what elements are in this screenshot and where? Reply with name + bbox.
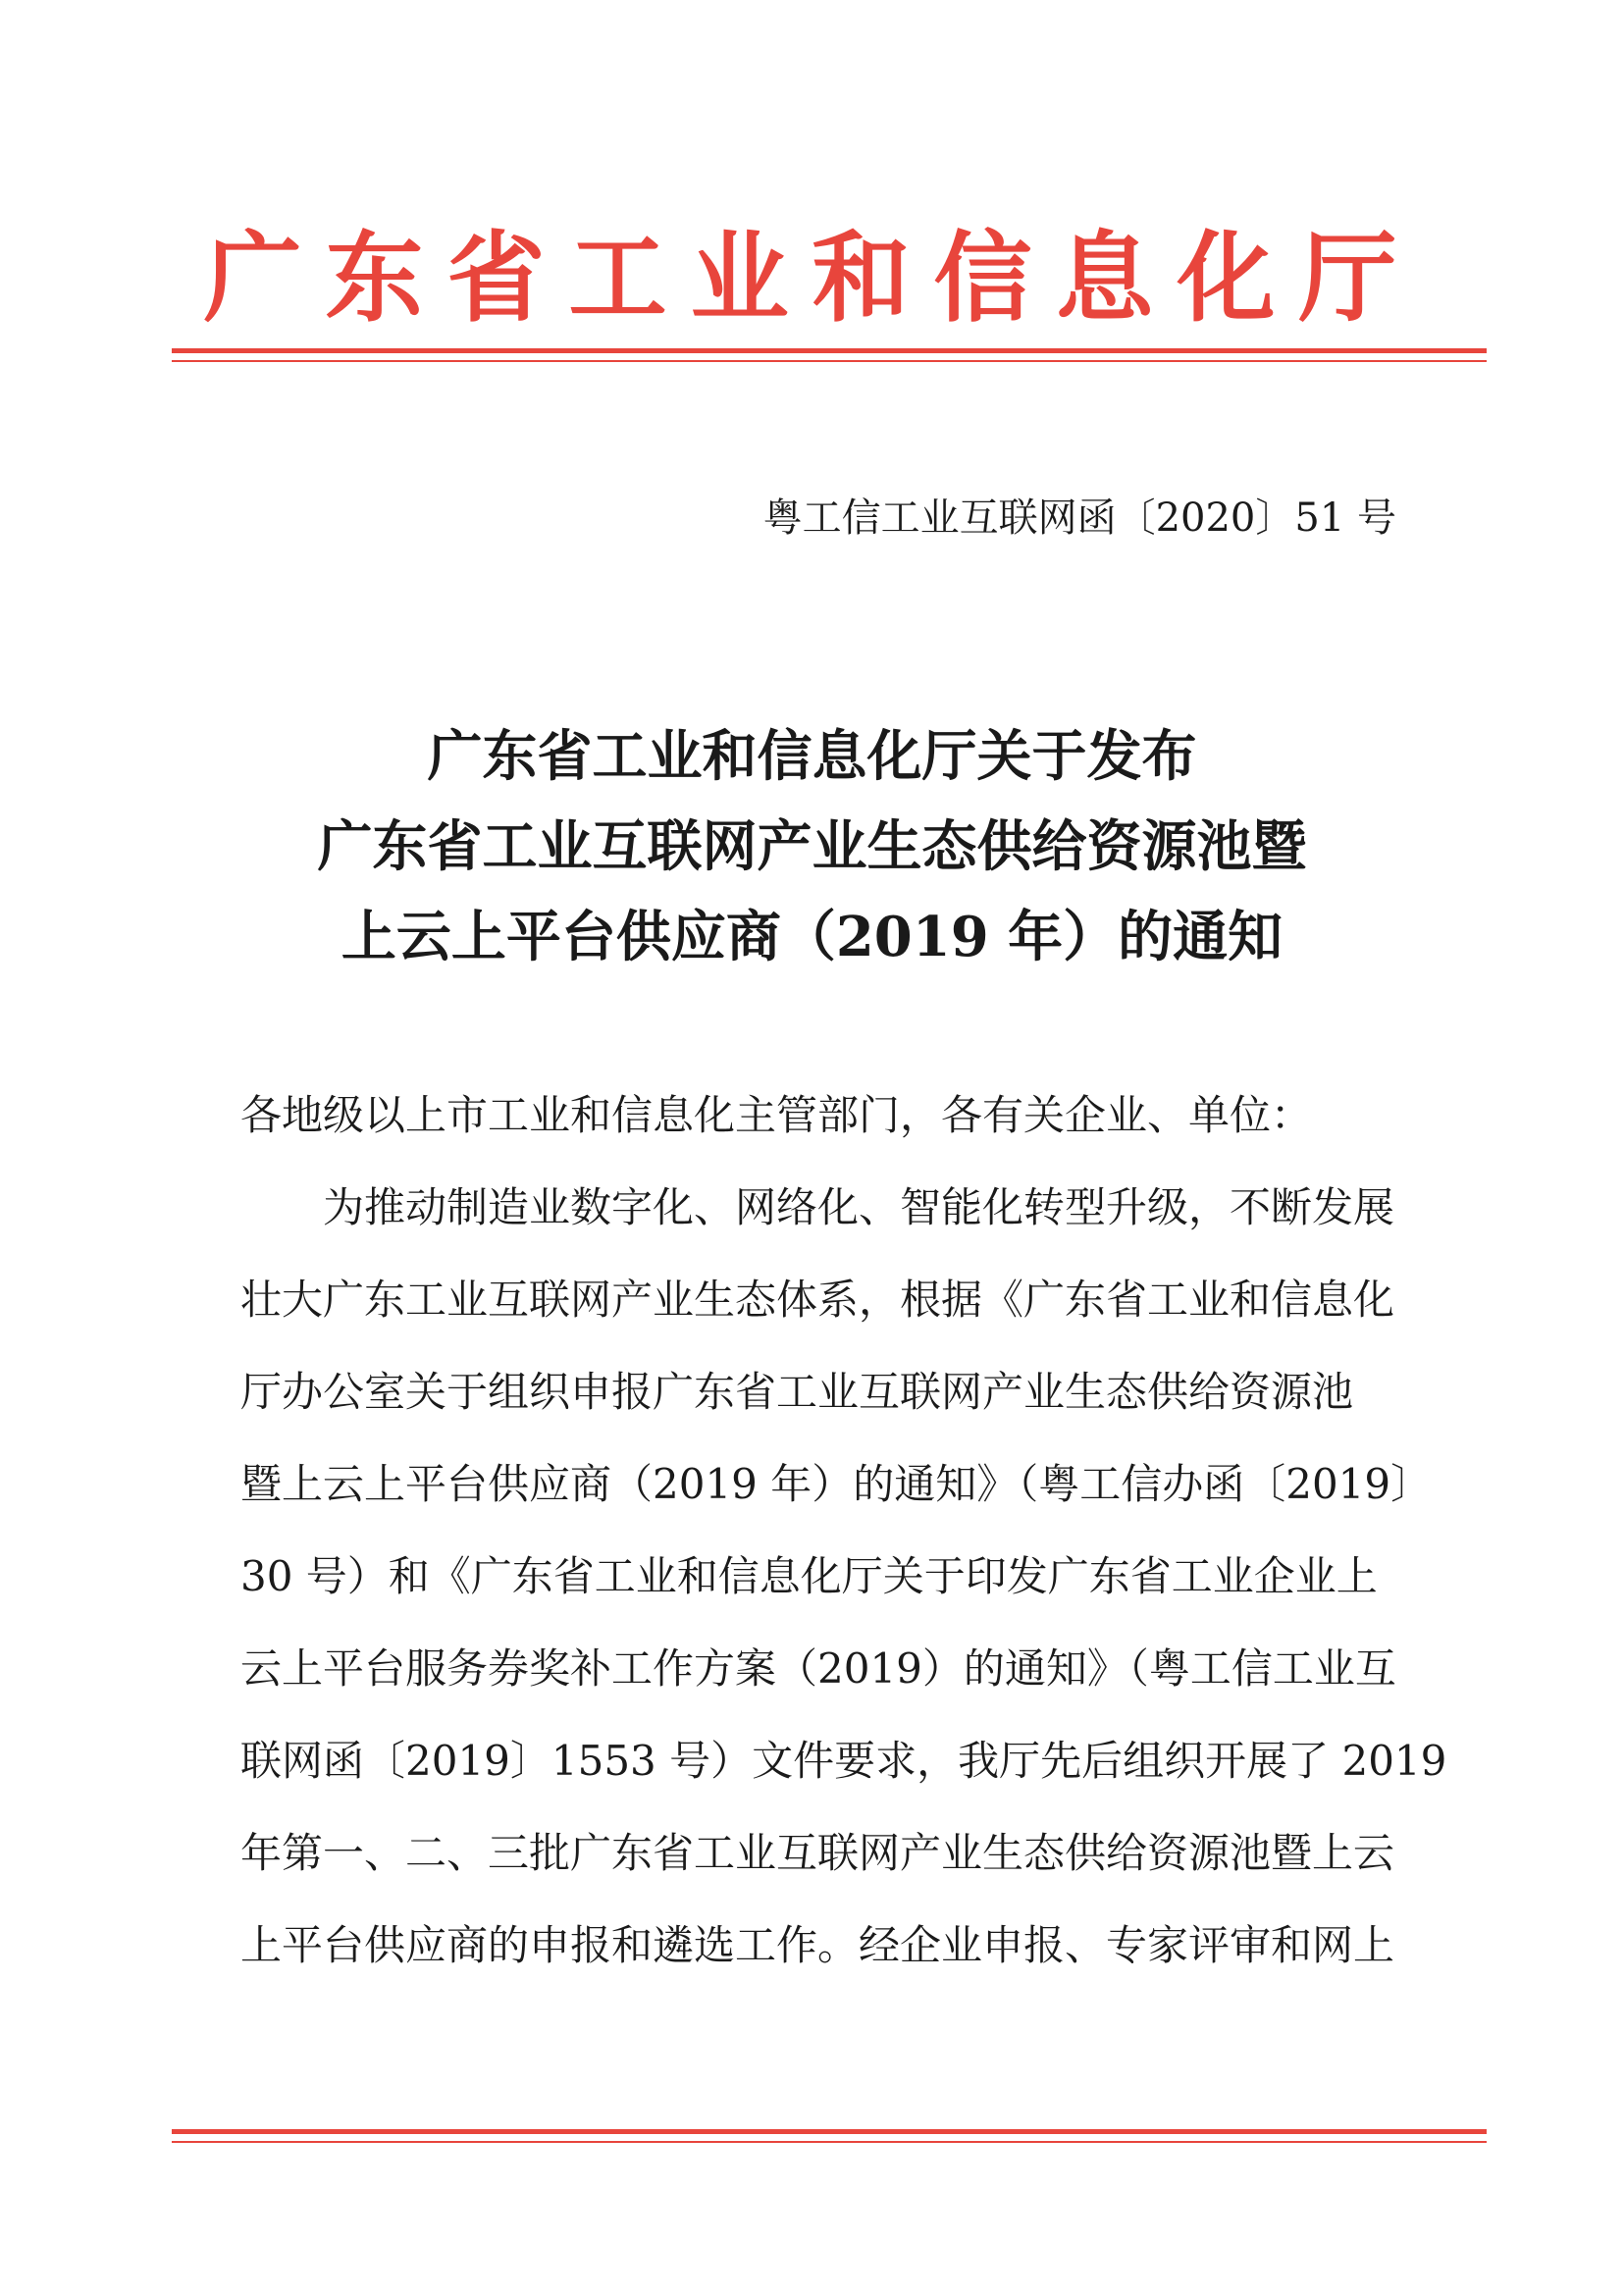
paragraph-line: 厅办公室关于组织申报广东省工业互联网产业生态供给资源池 [240, 1368, 1354, 1416]
title-line-3: 上云上平台供应商（2019 年）的通知 [341, 905, 1283, 969]
title-line-2: 广东省工业互联网产业生态供给资源池暨 [317, 814, 1307, 879]
paragraph-line: 为推动制造业数字化、网络化、智能化转型升级，不断发展 [323, 1183, 1395, 1231]
paragraph-line: 云上平台服务券奖补工作方案（2019）的通知》（粤工信工业互 [240, 1644, 1396, 1693]
document-title [147, 711, 1477, 982]
letterhead-red-rule-thick [172, 348, 1487, 353]
paragraph-line: 壮大广东工业互联网产业生态体系，根据《广东省工业和信息化 [240, 1276, 1395, 1324]
paragraph-line: 年第一、二、三批广东省工业互联网产业生态供给资源池暨上云 [240, 1829, 1395, 1877]
letterhead-title: 广东省工业和信息化厅 [203, 220, 1421, 336]
paragraph-line: 联网函〔2019〕1553 号）文件要求，我厅先后组织开展了 2019 [240, 1737, 1447, 1785]
paragraph-line: 上平台供应商的申报和遴选工作。经企业申报、专家评审和网上 [240, 1921, 1395, 1969]
footer-red-rule-thin [172, 2141, 1487, 2143]
letterhead-red-rule-thin [172, 360, 1487, 362]
paragraph-line: 暨上云上平台供应商（2019 年）的通知》（粤工信办函〔2019〕 [240, 1460, 1433, 1508]
title-line-1: 广东省工业和信息化厅关于发布 [427, 724, 1197, 789]
footer-red-rule-thick [172, 2129, 1487, 2134]
document-body [240, 1069, 1447, 1992]
salutation: 各地级以上市工业和信息化主管部门，各有关企业、单位： [240, 1091, 1313, 1139]
document-number: 粤工信工业互联网函〔2020〕51 号 [762, 495, 1396, 541]
paragraph-line: 30 号）和《广东省工业和信息化厅关于印发广东省工业企业上 [240, 1552, 1378, 1600]
